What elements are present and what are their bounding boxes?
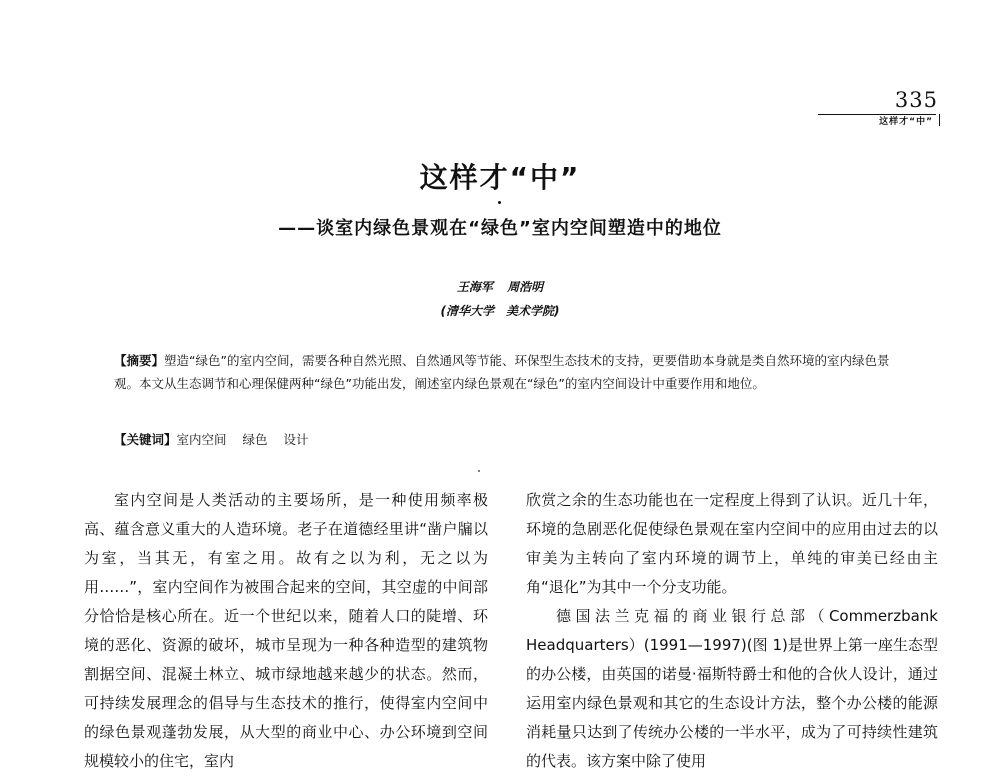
author-list [0,278,1000,295]
article-title: 这样才“中” [419,161,581,194]
keyword: 室内空间 [176,432,227,447]
keyword: 绿色 [242,432,268,447]
keywords-label: 【关键词】 [114,432,177,447]
separator-dot [478,470,480,472]
title-dot [498,201,501,204]
affiliation: (清华大学 美术学院) [440,304,560,318]
running-head: 这样才“中” [879,114,940,127]
body-paragraph: 欣赏之余的生态功能也在一定程度上得到了认识。近几十年，环境的急剧恶化促使绿色景观在室内空间中的应用由过去的以审美为主转向了室内环境的调节上，单纯的审美已经由主角“退化”为其中一个分支功能。 [526,491,938,596]
author-name: 周浩明 [507,280,544,294]
page-number: 335 [894,88,938,112]
abstract-label: 【摘要】 [114,353,165,368]
body-right-column [526,486,938,776]
abstract [114,350,914,395]
keyword: 设计 [283,432,309,447]
author-name: 王海军 [456,280,493,294]
keywords [114,429,914,451]
article-subtitle: ——谈室内绿色景观在“绿色”室内空间塑造中的地位 [278,218,722,239]
abstract-text: 塑造“绿色”的室内空间，需要各种自然光照、自然通风等节能、环保型生态技术的支持，更要借助本身就是类自然环境的室内绿色景观。本文从生态调节和心理保健两种“绿色”功能出发，阐述室内绿色景观在“绿色”的室内空间设计中重要作用和地位。 [114,353,890,391]
body-paragraph: 德国法兰克福的商业银行总部（Commerzbank Headquarters）(1991—1997)(图 1)是世界上第一座生态型的办公楼，由英国的诺曼·福斯特爵士和他的合伙人设计，通过运用室内绿色景观和其它的生态设计方法，整个办公楼的能源消耗量只达到了传统办公楼的一半水平，成为了可持续性建筑的代表。该方案中除了使用 [526,607,938,770]
body-left-column [84,486,488,776]
body-paragraph: 室内空间是人类活动的主要场所，是一种使用频率极高、蕴含意义重大的人造环境。老子在道德经里讲“凿户牖以为室，当其无，有室之用。故有之以为利，无之以为用……”，室内空间作为被围合起来的空间，其空虚的中间部分恰恰是核心所在。近一个世纪以来，随着人口的陡增、环境的恶化、资源的破坏，城市呈现为一种各种造型的建筑物割据空间、混凝土林立、城市绿地越来越少的状态。然而，可持续发展理念的倡导与生态技术的推行，使得室内空间中的绿色景观蓬勃发展，从大型的商业中心、办公环境到空间规模较小的住宅，室内 [84,491,488,770]
